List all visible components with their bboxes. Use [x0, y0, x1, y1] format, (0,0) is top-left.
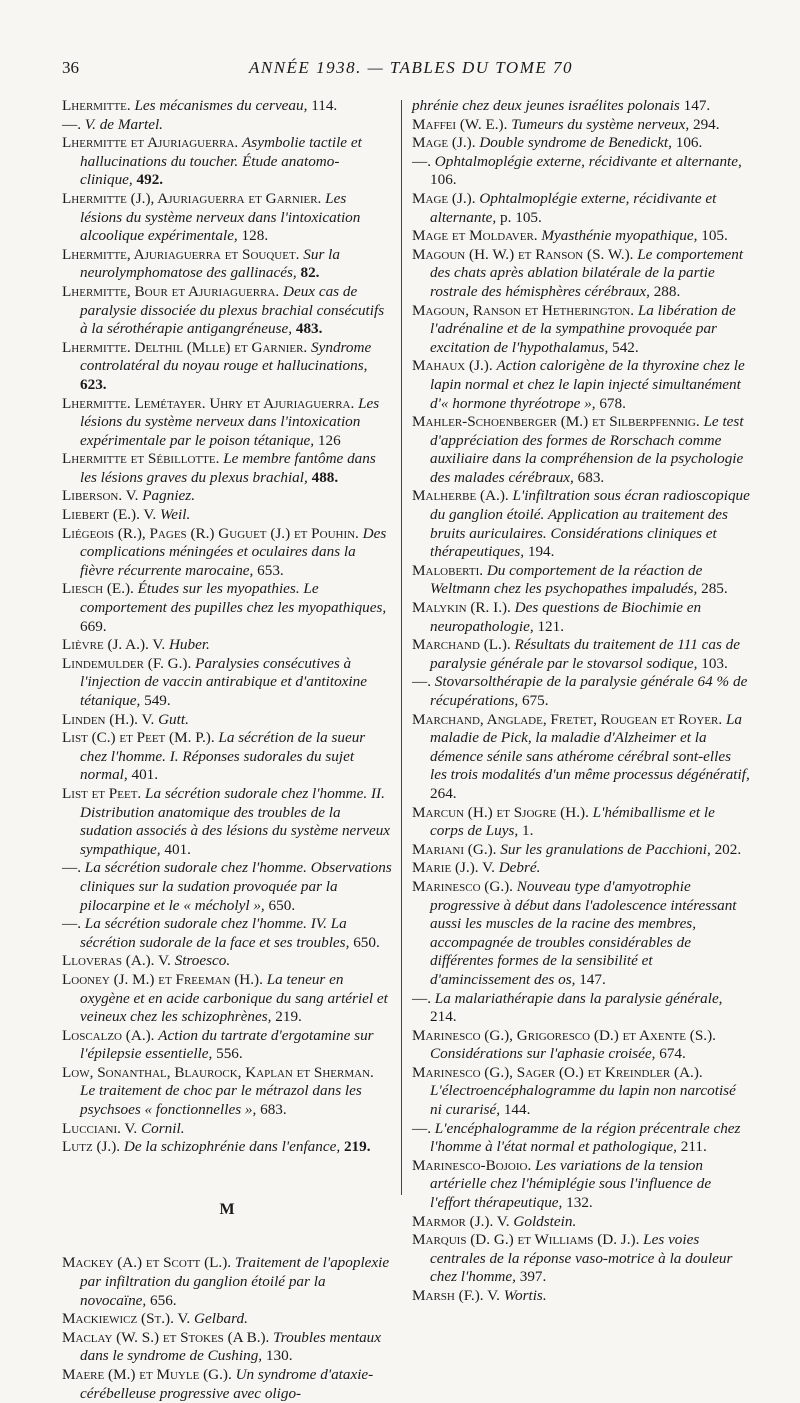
entry-title: Des complications méningées et oculaires dans la fièvre récurrente marocaine,: [80, 524, 387, 579]
entry-author: Lutz (J.).: [62, 1138, 121, 1156]
entry-title: La sécrétion sudorale chez l'homme. Observations cliniques sur la sudation provoquée par la pilocarpine et le « mécholyl »,: [80, 859, 392, 914]
entry-author: Maffei (W. E.).: [412, 115, 508, 133]
entry-author: Mage (J.).: [412, 134, 476, 152]
entry-author: List et Peet.: [62, 784, 142, 802]
entry-pages: 147.: [579, 970, 606, 988]
entry-title: Pagniez.: [142, 487, 195, 505]
entry-pages: 219.: [275, 1008, 302, 1026]
entry-author: —.: [62, 859, 81, 877]
entry-pages: 549.: [144, 692, 171, 709]
entry-author: Marmor (J.). V.: [412, 1212, 510, 1230]
entry-pages: 675.: [521, 692, 549, 709]
entry-title: La maladie de Pick, la maladie d'Alzheimer et la démence sénile sans athérome cérébral sont-elles les trois modalités d'un même processus dégénératif,: [430, 710, 750, 784]
entry-title: Du comportement de la réaction de Weltmann chez les psychopathes impaludés,: [430, 561, 703, 598]
entry-author: Looney (J. M.) et Freeman (H.).: [62, 970, 263, 988]
entry-title: Stovarsolthérapie de la paralysie générale 64 % de récupérations,: [430, 673, 748, 709]
index-entry: [62, 190, 392, 246]
index-entry: [62, 952, 392, 971]
entry-title: Nouveau type d'amyotrophie progressive à début dans l'adolescence intéressant aussi les muscles de la racine des membres, accompagnée de troubles considérables de différentes formes de la sensibilité et d'amincissement des os,: [430, 877, 737, 988]
entry-title: Les lésions du système nerveux dans l'intoxication expérimentale par le poison tétanique,: [80, 394, 380, 449]
index-entry: [62, 450, 392, 487]
index-entry: [412, 1157, 750, 1213]
index-entry: [62, 971, 392, 1027]
entry-title: Action calorigène de la thyroxine chez le lapin normal et chez le lapin injecté simultanément d'« hormone thyréotrope »,: [430, 357, 745, 412]
entry-pages: 401.: [164, 840, 191, 858]
index-entry: [412, 1064, 750, 1120]
running-header: [62, 58, 760, 82]
index-entry: [412, 190, 750, 227]
entry-author: Liesch (E.).: [62, 580, 134, 598]
entry-author: Lhermitte et Ajuriaguerra.: [62, 134, 239, 152]
index-entry: [412, 841, 750, 860]
entry-title: Double syndrome de Benedickt,: [479, 134, 672, 152]
entry-title: L'infiltration sous écran radioscopique du ganglion étoilé. Application au traitement des bruits auriculaires. Considérations cliniques et thérapeutiques,: [430, 487, 750, 561]
entry-pages: 1.: [521, 822, 534, 840]
entry-title: Des questions de Biochimie en neuropathologie,: [430, 599, 702, 635]
entry-title: Weil.: [160, 506, 191, 524]
index-entry: [412, 487, 750, 561]
index-entry: [62, 1064, 392, 1120]
entry-author: Magoun, Ranson et Hetherington.: [412, 301, 635, 319]
entry-author: Liberson. V.: [62, 487, 139, 505]
entry-author: Linden (H.). V.: [62, 710, 155, 728]
index-entry: [412, 878, 750, 990]
index-entry: [62, 1329, 392, 1366]
entry-title: Résultats du traitement de 111 cas de paralysie générale par le stovarsol sodique,: [430, 636, 741, 672]
entry-title: V. de Martel.: [84, 115, 163, 133]
entry-title: Le membre fantôme dans les lésions graves du plexus brachial,: [80, 450, 376, 486]
entry-pages: 401.: [131, 766, 159, 784]
entry-title: Sur la neurolymphomatose des gallinacés,: [80, 245, 340, 282]
entry-author: Mariani (G.).: [412, 840, 497, 858]
entry-author: Marinesco (G.).: [412, 877, 513, 895]
entry-author: Marinesco (G.), Grigoresco (D.) et Axente (S.).: [412, 1026, 716, 1044]
entry-author: Loscalzo (A.).: [62, 1026, 155, 1044]
entry-title: Wortis.: [503, 1287, 547, 1304]
entry-title: La sécrétion sudorale chez l'homme. IV. La sécrétion sudorale de la face et ses troubles,: [80, 915, 350, 951]
entry-title: Le traitement de choc par le métrazol dans les psychsoes « fonctionnelles »,: [80, 1082, 362, 1119]
entry-pages: 121.: [537, 617, 565, 635]
entry-title: Études sur les myopathies. Le comportement des pupilles chez les myopathiques,: [80, 580, 387, 617]
entry-title: Gelbard.: [194, 1310, 248, 1328]
index-entry: [412, 97, 750, 116]
entry-title: Action du tartrate d'ergotamine sur l'épilepsie essentielle,: [80, 1026, 374, 1063]
index-entry: [412, 562, 750, 599]
index-entry: [62, 487, 392, 506]
entry-title: Traitement de l'apoplexie par infiltration du ganglion étoilé par la novocaïne,: [80, 1254, 390, 1309]
entry-pages: 288.: [653, 282, 681, 300]
entry-title: La teneur en oxygène et en acide carbonique du sang artériel et veineux chez les schizophrènes,: [80, 970, 388, 1026]
entry-pages: 294.: [692, 115, 720, 133]
entry-author: Lhermitte, Ajuriaguerra et Souquet.: [62, 245, 300, 263]
entry-pages: 650.: [353, 933, 380, 951]
index-entry: [412, 599, 750, 636]
entry-pages: 128.: [241, 227, 269, 245]
right-column: [412, 97, 750, 1306]
index-entry: [62, 580, 392, 636]
entry-author: Malherbe (A.).: [412, 487, 509, 505]
index-entry: [412, 1231, 750, 1287]
entry-author: —.: [412, 989, 431, 1007]
entry-author: Marchand (L.).: [412, 636, 511, 654]
entry-pages: 144.: [503, 1101, 531, 1119]
index-entry: [412, 1120, 750, 1157]
entry-pages: 202.: [714, 840, 742, 858]
entry-pages: 126: [317, 431, 341, 449]
index-entry: [412, 859, 750, 878]
entry-title: Paralysies consécutives à l'injection de vaccin antirabique et d'antitoxine tétanique,: [80, 654, 367, 709]
index-entry: [62, 506, 392, 525]
entry-title: Gutt.: [158, 710, 189, 728]
entry-author: —.: [412, 152, 431, 170]
entry-author: Lloveras (A.). V.: [62, 952, 171, 970]
index-entry: [412, 711, 750, 804]
entry-pages: 105.: [701, 227, 728, 245]
entry-author: —.: [62, 915, 81, 933]
index-entry: [412, 116, 750, 135]
entry-author: Lhermitte.: [62, 97, 131, 114]
index-entry: [62, 915, 392, 952]
index-entry: [62, 1366, 392, 1403]
entry-pages: 194.: [527, 543, 555, 561]
entry-author: Mahaux (J.).: [412, 357, 493, 375]
entry-author: Magoun (H. W.) et Ranson (S. W.).: [412, 245, 634, 263]
entry-title: Les voies centrales de la réponse vaso-motrice à la douleur chez l'homme,: [430, 1231, 733, 1286]
entry-pages: 219.: [343, 1138, 371, 1156]
index-entry: [412, 1287, 750, 1306]
index-entry: [412, 1027, 750, 1064]
index-entry: [412, 413, 750, 487]
index-entry: [62, 116, 392, 135]
entry-title: Stroesco.: [174, 952, 231, 970]
index-entry: [62, 134, 392, 190]
entry-author: Maclay (W. S.) et Stokes (A B.).: [62, 1328, 270, 1346]
entry-title: La sécrétion de la sueur chez l'homme. I. Réponses sudorales du sujet normal,: [80, 729, 366, 784]
index-entry: [62, 1138, 392, 1157]
entry-title: Deux cas de paralysie dissociée du plexus brachial consécutifs à la sérothérapie antigangréneuse,: [80, 282, 385, 338]
entry-title: Myasthénie myopathique,: [541, 227, 698, 245]
entry-pages: 211.: [680, 1138, 707, 1156]
entry-author: Lhermitte, Bour et Ajuriaguerra.: [62, 282, 280, 300]
entry-pages: 488.: [311, 468, 339, 486]
index-entry: [412, 673, 750, 710]
entry-author: Lhermitte et Sébillotte.: [62, 450, 220, 468]
left-column: [62, 97, 392, 1403]
entry-author: Liebert (E.). V.: [62, 506, 157, 524]
entry-author: —.: [412, 673, 431, 691]
index-entry: [62, 97, 392, 116]
entry-author: List (C.) et Peet (M. P.).: [62, 729, 215, 747]
entry-pages: 103.: [701, 654, 728, 672]
index-entry: [62, 525, 392, 581]
entry-author: Mackiewicz (St.). V.: [62, 1310, 191, 1328]
column-divider: [401, 100, 402, 1195]
entry-author: Lhermitte. Delthil (Mlle) et Garnier.: [62, 338, 308, 356]
entry-pages: 653.: [257, 561, 284, 579]
index-entry: [62, 859, 392, 915]
entry-pages: 650.: [268, 896, 296, 914]
entry-title: Goldstein.: [513, 1212, 577, 1230]
index-entry: [62, 785, 392, 859]
entry-title: Sur les granulations de Pacchioni,: [500, 840, 711, 858]
index-entry: [412, 153, 750, 190]
entry-title: L'hémiballisme et le corps de Luys,: [430, 803, 715, 840]
entry-pages: 106.: [675, 134, 703, 152]
entry-title: Troubles mentaux dans le syndrome de Cushing,: [80, 1328, 382, 1365]
entry-author: Mage et Moldaver.: [412, 227, 538, 245]
index-entry: [412, 302, 750, 358]
index-entry: [62, 283, 392, 339]
entry-pages: 82.: [300, 264, 320, 282]
index-entry: [62, 1254, 392, 1310]
entry-pages: 130.: [265, 1347, 293, 1365]
index-entry: [62, 339, 392, 395]
index-entry: [62, 711, 392, 730]
entry-title: La malariathérapie dans la paralysie générale,: [434, 989, 723, 1007]
entry-pages: 492.: [136, 171, 164, 189]
entry-title: Le test d'appréciation des formes de Rorschach comme auxiliaire dans la compréhension de la psychologie des malades cérébraux,: [430, 413, 744, 486]
entry-title: Ophtalmoplégie externe, récidivante et alternante,: [430, 189, 717, 226]
entry-author: Lhermitte (J.), Ajuriaguerra et Garnier.: [62, 189, 322, 207]
index-entry: [412, 134, 750, 153]
entry-pages: 397.: [519, 1268, 547, 1286]
entry-title: Un syndrome d'ataxie-cérébelleuse progressive avec oligo-: [80, 1366, 374, 1402]
entry-title: phrénie chez deux jeunes israélites polonais: [412, 97, 680, 114]
entry-author: Low, Sonanthal, Blaurock, Kaplan et Sherman.: [62, 1063, 374, 1081]
index-entry: [412, 804, 750, 841]
entry-pages: 106.: [430, 171, 457, 189]
entry-pages: 669.: [80, 617, 107, 635]
entry-pages: 656.: [150, 1291, 177, 1309]
entry-title: Syndrome controlatéral du noyau rouge et hallucinations,: [80, 338, 372, 375]
entry-author: Marquis (D. G.) et Williams (D. J.).: [412, 1231, 640, 1249]
entry-author: Marcun (H.) et Sjogre (H.).: [412, 803, 589, 821]
index-entry: [62, 729, 392, 785]
index-entry: [412, 227, 750, 246]
section-letter: M: [219, 1200, 235, 1218]
index-entry: [62, 1027, 392, 1064]
index-entry: [412, 357, 750, 413]
entry-author: Marie (J.). V.: [412, 859, 495, 877]
entry-title: L'électroencéphalogramme du lapin non narcotisé ni curarisé,: [430, 1082, 736, 1119]
entry-author: Marinesco (G.), Sager (O.) et Kreindler (A.).: [412, 1063, 703, 1081]
index-entry: [412, 636, 750, 673]
running-title: ANNÉE 1938. — TABLES DU TOME 70: [248, 58, 574, 77]
entry-title: De la schizophrénie dans l'enfance,: [123, 1138, 341, 1156]
entry-author: Malykin (R. I.).: [412, 599, 511, 617]
entry-pages: p. 105.: [500, 208, 542, 226]
entry-author: Lindemulder (F. G.).: [62, 654, 192, 672]
entry-author: Lhermitte. Lemétayer. Uhry et Ajuriaguerra.: [62, 394, 355, 412]
entry-pages: 683.: [260, 1101, 287, 1119]
index-entry: [62, 655, 392, 711]
entry-pages: 214.: [430, 1008, 457, 1026]
entry-pages: 674.: [659, 1045, 686, 1063]
entry-title: La sécrétion sudorale chez l'homme. II. Distribution anatomique des troubles de la sudation associés à des lésions du système nerveux sympathique,: [80, 784, 391, 858]
index-entry: [62, 1120, 392, 1139]
entry-author: Lucciani. V.: [62, 1119, 138, 1137]
entry-title: Considérations sur l'aphasie croisée,: [430, 1045, 656, 1063]
entry-author: Marinesco-Bojoio.: [412, 1156, 532, 1174]
entry-pages: 556.: [216, 1045, 243, 1063]
index-entry: [62, 1310, 392, 1329]
entry-author: Mahler-Schoenberger (M.) et Silberpfennig.: [412, 413, 700, 431]
entry-title: Ophtalmoplégie externe, récidivante et alternante,: [434, 152, 742, 170]
entry-title: Les mécanismes du cerveau,: [134, 97, 308, 114]
entry-title: Les variations de la tension artérielle chez l'hémiplégie sous l'influence de l'effort thérapeutique,: [430, 1156, 712, 1212]
entry-title: Cornil.: [141, 1119, 185, 1137]
index-entry: [412, 246, 750, 302]
entry-author: —.: [412, 1119, 431, 1137]
entry-pages: 683.: [577, 468, 605, 486]
entry-title: Asymbolie tactile et hallucinations du toucher. Étude anatomo-clinique,: [80, 134, 362, 189]
entry-author: Mackey (A.) et Scott (L.).: [62, 1254, 232, 1272]
entry-author: Liégeois (R.), Pages (R.) Guguet (J.) et Pouhin.: [62, 524, 359, 542]
entry-pages: 147.: [683, 97, 711, 114]
index-entry: [62, 636, 392, 655]
entry-pages: 483.: [295, 320, 323, 338]
entry-author: Maere (M.) et Muyle (G.).: [62, 1366, 232, 1383]
entry-author: Maloberti.: [412, 561, 484, 579]
entry-title: Tumeurs du système nerveux,: [511, 115, 690, 133]
index-entry: [62, 395, 392, 451]
page-number: 36: [62, 58, 79, 77]
entry-pages: 285.: [701, 580, 728, 598]
entry-pages: 264.: [430, 784, 457, 802]
index-entry: [412, 1213, 750, 1232]
entry-title: La libération de l'adrénaline et de la sympathine provoquée par excitation de l'hypothalamus,: [430, 301, 736, 356]
entry-author: Lièvre (J. A.). V.: [62, 636, 166, 654]
entry-pages: 678.: [599, 394, 626, 412]
entry-author: Mage (J.).: [412, 189, 476, 207]
index-entry: [412, 990, 750, 1027]
entry-pages: 542.: [612, 338, 639, 356]
entry-title: Debré.: [498, 859, 541, 877]
entry-pages: 132.: [566, 1194, 593, 1212]
index-entry: [62, 246, 392, 283]
entry-author: Marsh (F.). V.: [412, 1287, 500, 1304]
entry-author: Marchand, Anglade, Fretet, Rougean et Royer.: [412, 710, 723, 728]
entry-title: Le comportement des chats après ablation bilatérale de la partie rostrale des hémisphères cérébraux,: [430, 245, 744, 300]
entry-pages: 114.: [311, 97, 338, 114]
entry-title: Les lésions du système nerveux dans l'intoxication alcoolique expérimentale,: [80, 189, 361, 245]
entry-title: Huber.: [168, 636, 210, 654]
entry-title: L'encéphalogramme de la région précentrale chez l'homme à l'état normal et pathologique,: [430, 1119, 741, 1156]
entry-pages: 623.: [80, 375, 107, 393]
entry-author: —.: [62, 115, 81, 133]
